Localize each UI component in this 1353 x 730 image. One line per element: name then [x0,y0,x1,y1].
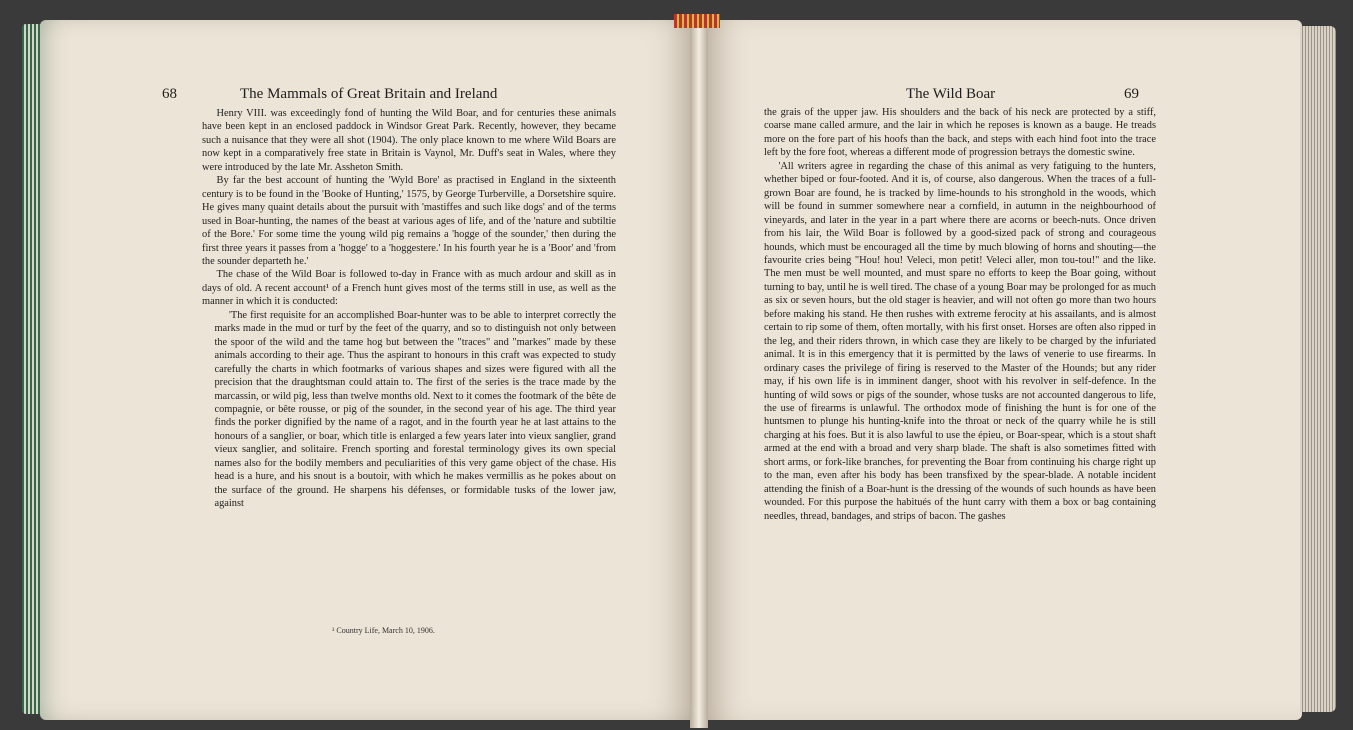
left-page-body [202,107,616,511]
left-running-head: The Mammals of Great Britain and Ireland [240,86,498,102]
left-page-number: 68 [162,86,177,102]
right-page-edges [1300,26,1336,712]
right-page-number: 69 [1124,86,1139,102]
paragraph: By far the best account of hunting the 'Wyld Bore' as practised in England in the sixteenth century is to be found in the 'Booke of Hunting,' 1575, by George Turberville, a Dorsetshire squire. He gives many quaint details about the pursuit with 'mastiffes and such like dogs' and of the terms used in Boar-hunting, the names of the beast at various ages of life, and of the 'nature and subtiltie of the Bore.' For some time the young wild pig remains a 'hogge of the sounder,' then during the first three years it passes from a 'hogge' to a 'hoggestere.' In his fourth year he is a 'Boor' and 'from the sounder departeth he.' [202,175,616,267]
paragraph: the grais of the upper jaw. His shoulders and the back of his neck are protected by a stiff, coarse mane called armure, and the lair in which he reposes is known as a bauge. He treads more on the fore part of his hoofs than the back, and steps with each hind foot into the trace left by the fore foot, whereas a different mode of progression betrays the domestic swine. [764,107,1156,159]
paragraph: 'All writers agree in regarding the chase of this animal as very fatiguing to the hunters, whether biped or four-footed. And it is, of course, also dangerous. When the traces of a full-grown Boar are found, he is tracked by lime-hounds to his stronghold in the woods, which will be found in summer somewhere near a cornfield, in autumn in the neighbourhood of vineyards, and later in the year in a part where there are acorns or beech-nuts. Once driven from his lair, the Wild Boar is followed by a good-sized pack of strong and courageous hounds, which must be encouraged all the time by much blowing of horns and shouting—the favourite cries being "Hou! hou! Veleci, mon petit! Veleci aller, mon tou-tou!" and the like. The men must be well mounted, and must spare no efforts to keep the Boar going, without turning to bay, until he is well tired. The chase of a young Boar may be prolonged for as much as six or seven hours, but the old stager is heavier, and will not often go more than two hours before making his stand. He then rushes with extreme ferocity at his assailants, and is almost certain to rip some of them, often mortally, with his first onset. Horses are often also ripped in the leg, and their riders thrown, in which case they are likely to be charged by the infuriated animal. It is in this emergency that it is permitted by the laws of venerie to use firearms. In ordinary cases the privilege of firing is reserved to the Master of the Hounds; but any rider may, if his own life is in imminent danger, shoot with his revolver in self-defence. In the hunting of wild sows or pigs of the sounder, whose tusks are not accounted dangerous to life, the use of firearms is unlawful. The orthodox mode of finishing the hunt is for one of the huntsmen to plunge his hunting-knife into the throat or neck of the quarry while he is still charging at his foes. But it is also lawful to use the épieu, or Boar-spear, which is a stout shaft armed at the end with a broad and very sharp blade. The shaft is also sometimes fitted with short arms, or fork-like branches, for preventing the Boar from continuing his charge right up to the man, even after his body has been transfixed by the spear-blade. A notable incident attending the finish of a Boar-hunt is the dressing of the wounds of such hounds as have been wounded. For this purpose the habitués of the hunt carry with them a box or bag containing needles, thread, bandages, and strips of bacon. The gashes [764,160,1156,522]
book-spine [690,14,708,728]
spine-headband [674,14,720,28]
paragraph: The chase of the Wild Boar is followed to-day in France with as much ardour and skill as in days of old. A recent account¹ of a French hunt gives most of the terms still in use, as well as the manner in which it is conducted: [202,269,616,308]
right-page-body [764,106,1156,523]
quoted-paragraph: 'The first requisite for an accomplished Boar-hunter was to be able to interpret correctly the marks made in the mud or turf by the feet of the quarry, and so to distinguish not only between the spoor of the wild and the tame hog but between the "traces" and "markes" made by these animals according to their age. Thus the aspirant to honours in this craft was expected to study carefully the charts in which footmarks of various shapes and sizes were figured with all the precision that the draughtsman could attain to. The first of the series is the trace made by the marcassin, or wild pig, less than twelve months old. Next to it comes the footmark of the bête de compagnie, or bête rousse, or pig of the sounder, in the second year of his age. The third year finds the porker dignified by the name of a ragot, and in the fourth year he at last attains to the honours of a sanglier, or boar, which title is enlarged a few years later into vieux sanglier, grand vieux sanglier, and solitaire. French sporting and forestal terminology gives its own special names also for the bodily members and peculiarities of this very game object of the chase. His head is a hure, and his snout is a boutoir, with which he makes vermillis as he pokes about on the surface of the ground. He sharpens his défenses, or formidable tusks of the lower jaw, against [214,309,616,510]
footnote: ¹ Country Life, March 10, 1906. [332,626,435,635]
paragraph: Henry VIII. was exceedingly fond of hunting the Wild Boar, and for centuries these animals have been kept in an enclosed paddock in Windsor Great Park. Recently, however, they became such a nuisance that they were all shot (1904). The only place known to me where Wild Boars are now kept in a comparatively free state in Britain is Vaynol, Mr. Duff's seat in Wales, where they were introduced by the late Mr. Assheton Smith. [202,108,616,173]
right-running-head: The Wild Boar [906,86,996,102]
